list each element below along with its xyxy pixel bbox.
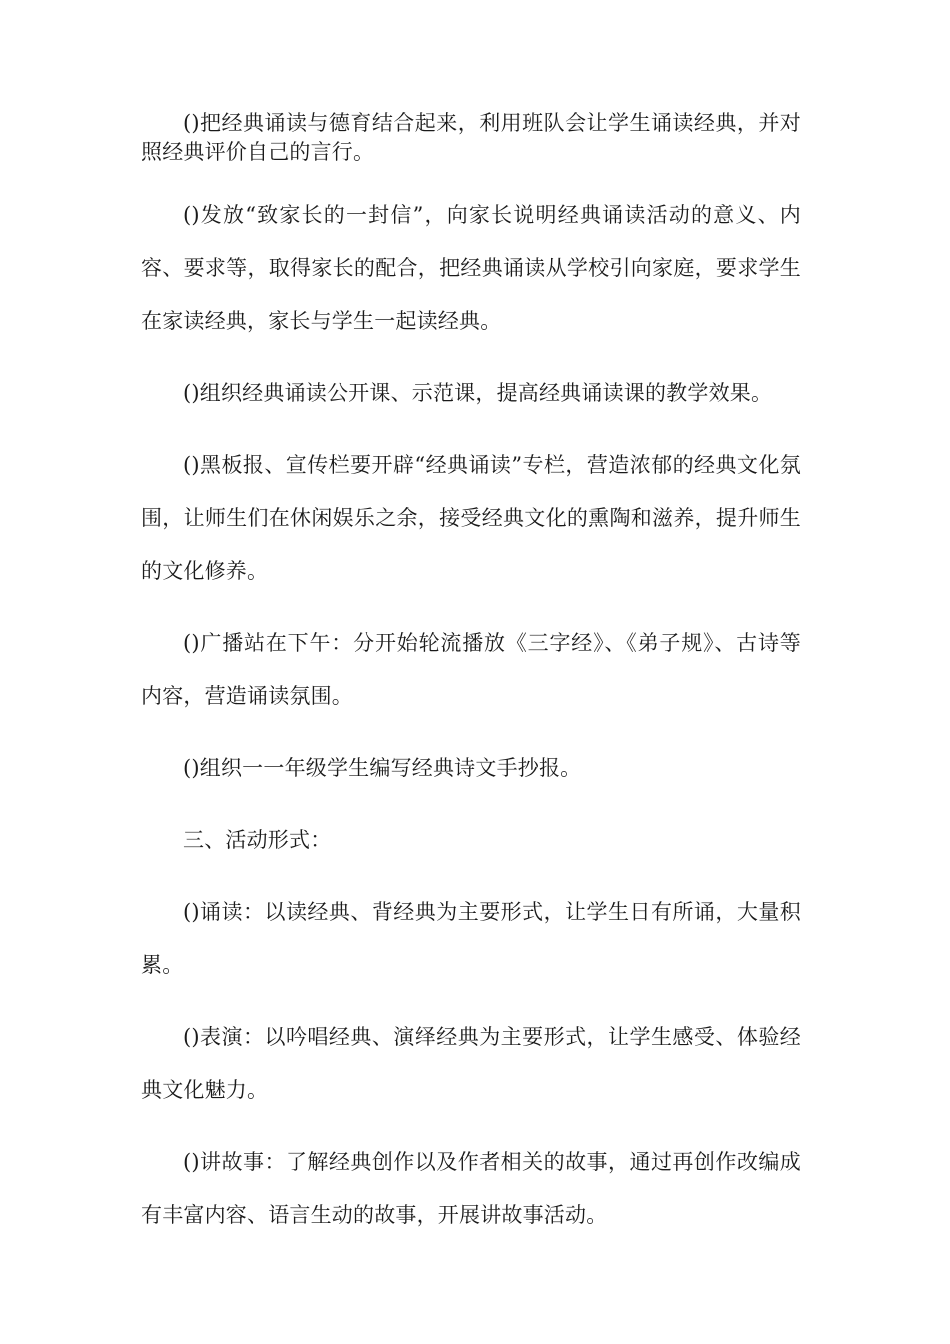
paragraph-performance: ()表演：以吟唱经典、演绎经典为主要形式，让学生感受、体验经典文化魅力。 xyxy=(141,1025,801,1102)
paragraph-open-class: ()组织经典诵读公开课、示范课，提高经典诵读课的教学效果。 xyxy=(183,381,773,405)
paragraph-handwritten-paper: ()组织一一年级学生编写经典诗文手抄报。 xyxy=(183,756,582,780)
section-heading-activity-forms: 三、活动形式： xyxy=(183,828,332,852)
paragraph-recitation: ()诵读：以读经典、背经典为主要形式，让学生日有所诵，大量积累。 xyxy=(141,900,801,977)
paragraph-moral-education: ()把经典诵读与德育结合起来，利用班队会让学生诵读经典，并对照经典评价自己的言行。 xyxy=(141,111,801,164)
document-page xyxy=(141,104,801,1242)
paragraph-parent-letter: ()发放“致家长的一封信”，向家长说明经典诵读活动的意义、内容、要求等，取得家长的配合，把经典诵读从学校引向家庭，要求学生在家读经典，家长与学生一起读经典。 xyxy=(141,203,801,333)
paragraph-blackboard: ()黑板报、宣传栏要开辟“经典诵读”专栏，营造浓郁的经典文化氛围，让师生们在休闲娱乐之余，接受经典文化的熏陶和滋养，提升师生的文化修养。 xyxy=(141,453,801,583)
paragraph-storytelling: ()讲故事：了解经典创作以及作者相关的故事，通过再创作改编成有丰富内容、语言生动的故事，开展讲故事活动。 xyxy=(141,1150,801,1227)
paragraph-broadcast: ()广播站在下午：分开始轮流播放《三字经》、《弟子规》、古诗等内容，营造诵读氛围。 xyxy=(141,631,801,708)
